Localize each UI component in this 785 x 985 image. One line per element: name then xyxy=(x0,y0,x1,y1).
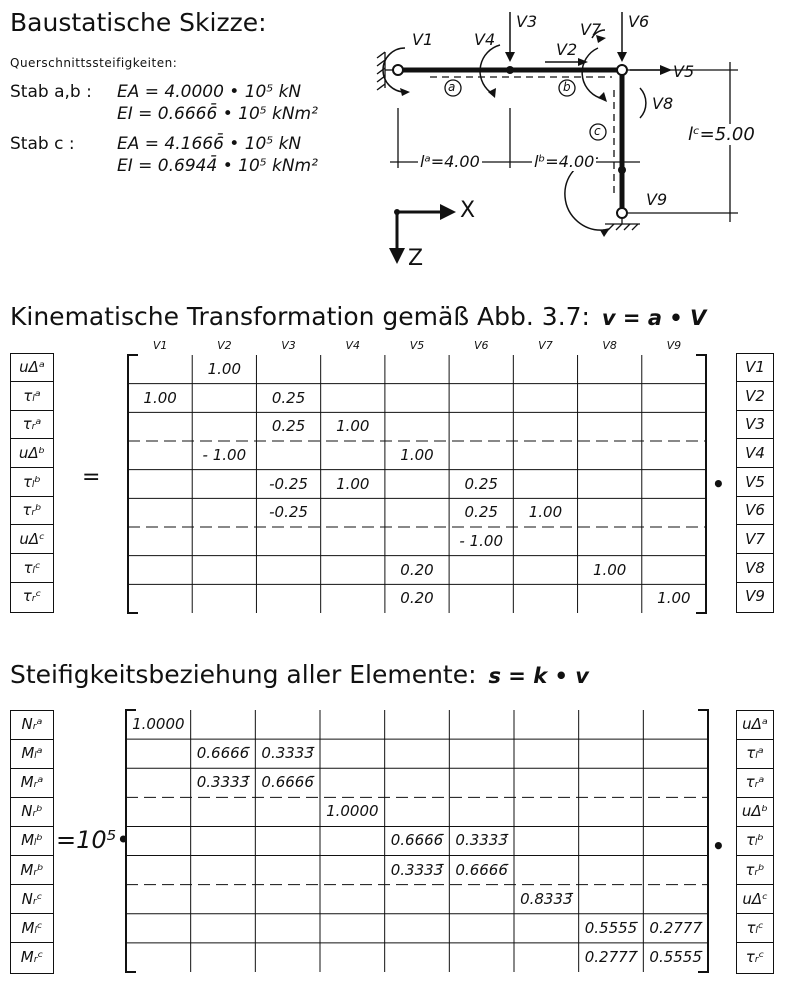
matrix-cell: 1.00 xyxy=(400,446,434,464)
kinematic-right-entry: V5 xyxy=(737,469,773,497)
kinematic-left-entry: τᵣᶜ xyxy=(22,587,42,606)
dof-v4-label: V4 xyxy=(474,30,496,49)
dof-v6-label: V6 xyxy=(628,12,650,31)
member-b-label: b xyxy=(563,80,571,94)
stiffness-right-entry: uΔᵃ xyxy=(737,711,773,740)
stiffness-right-entry: τᵣᵇ xyxy=(737,857,773,886)
stiffness-title: Steifigkeitsbeziehung aller Elemente: s = k • v xyxy=(10,660,589,689)
matrix-cell: 0.25 xyxy=(271,388,306,407)
stiffness-left-entry: Mᵣᵇ xyxy=(11,857,53,886)
matrix-cell: 0.6666̄ xyxy=(390,831,444,850)
matrix-cell: 0.6666̄ xyxy=(261,773,314,792)
stab-c-ea: EA = 4.1666̄ • 10⁵ kN xyxy=(117,134,302,154)
kinematic-left-entry: uΔᵃ xyxy=(11,354,53,382)
sketch-title: Baustatische Skizze: xyxy=(10,8,267,37)
stab-ab-ea: EA = 4.0000 • 10⁵ kN xyxy=(117,82,302,102)
kinematic-left-entry: τₗᶜ xyxy=(11,555,53,583)
kinematic-dot: • xyxy=(712,472,725,496)
kinematic-left-entry: τᵣᵇ xyxy=(11,497,53,525)
matrix-cell: 1.00 xyxy=(143,388,177,407)
matrix-cell: 0.8333̄ xyxy=(520,889,573,908)
stab-ab-ei: EI = 0.6666̄ • 10⁵ kNm² xyxy=(117,104,318,124)
kinematic-left-entry: τₗᵇ xyxy=(11,469,53,497)
stiffness-right-entry: τₗᵇ xyxy=(737,827,773,856)
stiffness-right-entry: τᵣᶜ xyxy=(745,947,765,966)
stab-ab-label: Stab a,b : xyxy=(10,82,92,102)
column-header: V4 xyxy=(345,339,361,352)
stiffness-left-entry: Mᵣᵃ xyxy=(11,769,53,798)
matrix-cell: 0.25 xyxy=(464,503,498,522)
kinematic-equals: = xyxy=(82,465,101,490)
kinematic-right-entry: V2 xyxy=(737,383,773,411)
matrix-cell: 0.20 xyxy=(400,589,434,608)
stiffness-right-entry: uΔᵇ xyxy=(737,798,773,827)
stiffness-left-entry: Mₗᵇ xyxy=(11,827,53,856)
dof-v2-label: V2 xyxy=(556,40,578,59)
matrix-cell: 1.00 xyxy=(336,474,370,493)
member-c-label: c xyxy=(594,124,601,138)
dof-v5-label: V5 xyxy=(673,62,695,81)
matrix-cell: 1.00 xyxy=(592,560,627,579)
stiffness-right-vector xyxy=(736,710,774,974)
stiffness-left-entry: Mₗᶜ xyxy=(11,915,53,944)
stiffness-right-entry: τₗᵃ xyxy=(737,740,773,769)
kinematic-right-entry: V9 xyxy=(745,587,765,606)
kinematic-left-entry: τᵣᵃ xyxy=(11,411,53,439)
matrix-cell: 0.5555̄ xyxy=(649,947,702,966)
column-header: V2 xyxy=(217,339,232,352)
matrix-cell: 0.3333̄ xyxy=(455,831,508,850)
kinematic-title: Kinematische Transformation gemäß Abb. 3.7: v = a • V xyxy=(10,302,707,331)
matrix-cell: 0.6666̄ xyxy=(196,744,250,763)
matrix-cell: - 1.00 xyxy=(459,532,504,550)
dim-lb: lᵇ=4.00 xyxy=(534,152,595,171)
stiffness-dot: • xyxy=(712,834,725,858)
dim-lc: lᶜ=5.00 xyxy=(688,124,755,145)
section-properties-heading: Querschnittssteifigkeiten: xyxy=(10,56,178,70)
axis-x-label: X xyxy=(460,198,476,223)
stiffness-right-entry: uΔᶜ xyxy=(737,886,773,915)
stiffness-formula: s = k • v xyxy=(488,664,589,688)
stiffness-left-entry: Nᵣᵃ xyxy=(11,711,53,740)
kinematic-right-entry: V6 xyxy=(737,497,773,525)
kinematic-right-entry: V3 xyxy=(737,411,773,439)
stiffness-left-entry: Mₗᵃ xyxy=(11,740,53,769)
matrix-cell: 0.2777̄ xyxy=(584,947,638,966)
matrix-cell: 0.3333̄ xyxy=(390,860,444,879)
matrix-cell: 1.00 xyxy=(207,360,242,378)
matrix-cell: 0.3333̄ xyxy=(261,744,314,763)
matrix-cell: 0.20 xyxy=(400,560,434,579)
matrix-cell: 1.0000 xyxy=(132,715,185,733)
kinematic-right-entry: V7 xyxy=(737,526,773,554)
matrix-cell: 0.25 xyxy=(464,474,498,493)
matrix-cell: 0.25 xyxy=(271,417,306,436)
matrix-cell: 0.3333̄ xyxy=(196,773,250,792)
stab-c-ei: EI = 0.6944̄ • 10⁵ kNm² xyxy=(117,156,318,176)
column-header: V3 xyxy=(281,339,296,352)
dof-v1-label: V1 xyxy=(412,30,434,49)
matrix-cell: - 1.00 xyxy=(202,446,247,464)
stab-c-label: Stab c : xyxy=(10,134,75,154)
dof-v8-label: V8 xyxy=(652,94,674,113)
stiffness-left-entry: Nᵣᶜ xyxy=(11,886,53,915)
member-a-label: a xyxy=(448,80,456,94)
kinematic-right-entry: V4 xyxy=(737,440,773,468)
dim-la: lᵃ=4.00 xyxy=(420,152,480,171)
column-header: V5 xyxy=(409,339,425,352)
matrix-cell: 1.00 xyxy=(657,589,691,608)
matrix-cell: 1.00 xyxy=(336,417,370,436)
kinematic-right-entry: V8 xyxy=(737,555,773,583)
dof-v3-label: V3 xyxy=(516,12,538,31)
column-header: V1 xyxy=(152,339,168,352)
axis-z-label: Z xyxy=(408,246,424,271)
stiffness-factor: =10⁵• xyxy=(56,826,131,854)
dof-v7-label: V7 xyxy=(580,20,602,39)
matrix-cell: 0.5555̄ xyxy=(584,918,638,937)
column-header: V9 xyxy=(666,339,682,352)
column-header: V6 xyxy=(473,339,489,352)
stiffness-left-entry: Mᵣᶜ xyxy=(20,947,44,966)
stiffness-right-entry: τᵣᵃ xyxy=(737,769,773,798)
dof-v9-label: V9 xyxy=(646,190,668,209)
matrix-cell: -0.25 xyxy=(269,503,308,522)
stiffness-left-entry: Nᵣᵇ xyxy=(11,798,53,827)
stiffness-right-entry: τₗᶜ xyxy=(737,915,773,944)
matrix-cell: 1.00 xyxy=(528,503,563,522)
matrix-cell: 1.0000 xyxy=(326,802,379,821)
kinematic-right-entry: V1 xyxy=(737,354,773,382)
kinematic-left-entry: uΔᵇ xyxy=(11,440,53,468)
column-header: V8 xyxy=(602,339,617,352)
matrix-cell: 0.6666̄ xyxy=(455,860,508,879)
kinematic-formula: v = a • V xyxy=(601,306,707,330)
matrix-cell: 0.2777̄ xyxy=(649,918,702,937)
kinematic-left-entry: τₗᵃ xyxy=(11,383,53,411)
column-header: V7 xyxy=(538,339,553,352)
matrix-cell: -0.25 xyxy=(269,474,308,493)
kinematic-left-entry: uΔᶜ xyxy=(11,526,53,554)
